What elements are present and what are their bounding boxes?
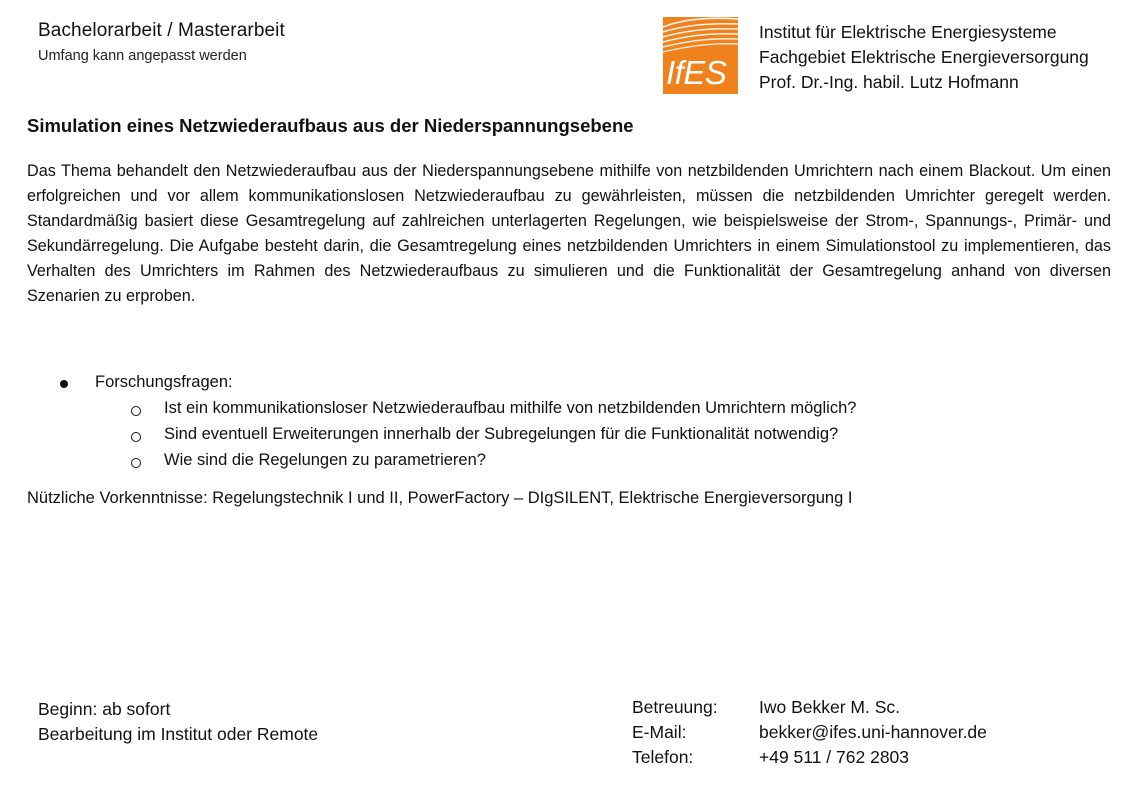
- research-question: Wie sind die Regelungen zu parametrieren?: [164, 451, 486, 469]
- logo-wordmark: IfES: [666, 54, 727, 91]
- topic-title: Simulation eines Netzwiederaufbaus aus der Niederspannungsebene: [27, 115, 634, 136]
- email-address[interactable]: bekker@ifes.uni-hannover.de: [759, 722, 987, 742]
- research-questions-label: Forschungsfragen:: [95, 373, 233, 391]
- footer-start-info: [38, 697, 318, 747]
- professor-name: Prof. Dr.-Ing. habil. Lutz Hofmann: [759, 72, 1019, 92]
- circle-bullet-icon: [131, 406, 141, 416]
- department-name: Fachgebiet Elektrische Energieversorgung: [759, 47, 1089, 67]
- work-location: Bearbeitung im Institut oder Remote: [38, 724, 319, 744]
- start-date: Beginn: ab sofort: [38, 699, 171, 719]
- phone-label: Telefon:: [632, 747, 694, 767]
- institute-block: [759, 20, 1089, 95]
- phone-number: +49 511 / 762 2803: [759, 747, 910, 767]
- circle-bullet-icon: [131, 432, 141, 442]
- bullet-icon: [60, 380, 68, 388]
- research-question: Sind eventuell Erweiterungen innerhalb der Subregelungen für die Funktionalität notwendig?: [164, 425, 839, 443]
- research-question: Ist ein kommunikationsloser Netzwiederaufbau mithilfe von netzbildenden Umrichtern möglich?: [164, 399, 857, 417]
- supervisor-name: Iwo Bekker M. Sc.: [759, 697, 901, 717]
- ifes-logo: [663, 17, 738, 94]
- circle-bullet-icon: [131, 458, 141, 468]
- prerequisites: Nützliche Vorkenntnisse: Regelungstechnik I und II, PowerFactory – DIgSILENT, Elektrische Energieversorgung I: [27, 489, 853, 507]
- email-label: E-Mail:: [632, 722, 687, 742]
- supervisor-label: Betreuung:: [632, 697, 718, 717]
- thesis-type-title: Bachelorarbeit / Masterarbeit: [38, 20, 285, 41]
- topic-description: Das Thema behandelt den Netzwiederaufbau aus der Niederspannungsebene mithilfe von netzbildenden Umrichtern nach einem Blackout. Um einen erfolgreichen und vor allem kommunikationslosen Netzwiederaufbau zu gewährleisten, müssen die netzbildenden Umrichter geregelt werden. Standardmäßig basiert diese Gesamtregelung auf zahlreichen unterlagerten Regelungen, wie beispielsweise der Strom-, Spannungs-, Primär- und Sekundärregelung. Die Aufgabe besteht darin, die Gesamtregelung eines netzbildenden Umrichters in einem Simulationstool zu implementieren, das Verhalten des Umrichters im Rahmen des Netzwiederaufbaus zu simulieren und die Funktionalität der Gesamtregelung anhand von diversen Szenarien zu erproben.: [27, 162, 1111, 305]
- thesis-type-subtitle: Umfang kann angepasst werden: [38, 48, 247, 64]
- institute-name: Institut für Elektrische Energiesysteme: [759, 22, 1057, 42]
